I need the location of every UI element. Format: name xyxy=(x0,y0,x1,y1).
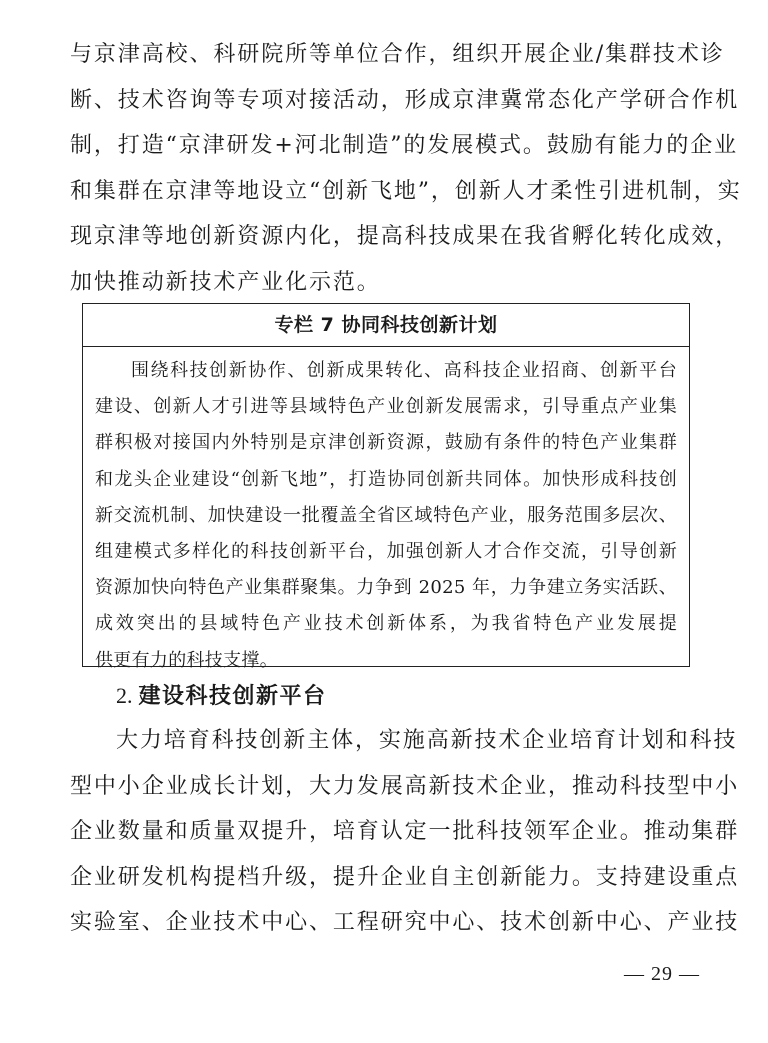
paragraph-collaboration xyxy=(70,32,742,306)
text-line: 企业研发机构提档升级，提升企业自主创新能力。支持建设重点 xyxy=(70,864,740,890)
box-text-line: 组建模式多样化的科技创新平台，加强创新人才合作交流，引导创新 xyxy=(95,540,677,562)
box-text-line: 建设、创新人才引进等县域特色产业创新发展需求，引导重点产业集 xyxy=(95,396,677,418)
box-text-line: 资源加快向特色产业集群聚集。力争到 2025 年，力争建立务实活跃、 xyxy=(95,577,677,599)
text-line: 实验室、企业技术中心、工程研究中心、技术创新中心、产业技 xyxy=(70,910,740,936)
paragraph-platform xyxy=(70,718,740,946)
page-number: — 29 — xyxy=(624,963,700,985)
text-line: 制，打造“京津研发+河北制造”的发展模式。鼓励有能力的企业 xyxy=(70,133,739,159)
text-line: 加快推动新技术产业化示范。 xyxy=(70,269,381,295)
text-line: 与京津高校、科研院所等单位合作，组织开展企业/集群技术诊 xyxy=(70,42,725,67)
text-line: 型中小企业成长计划，大力发展高新技术企业，推动科技型中小 xyxy=(70,773,740,799)
box-text-line: 供更有力的科技支撑。 xyxy=(95,649,278,671)
column-box xyxy=(82,303,690,671)
box-text-line: 围绕科技创新协作、创新成果转化、高科技企业招商、创新平台 xyxy=(131,360,677,381)
column-box-body xyxy=(83,347,689,679)
column-box-title: 专栏 7 协同科技创新计划 xyxy=(83,304,689,347)
section-number: 2. xyxy=(116,683,133,708)
text-line: 现京津等地创新资源内化，提高科技成果在我省孵化转化成效， xyxy=(70,224,740,250)
section-heading xyxy=(116,676,327,716)
text-line: 企业数量和质量双提升，培育认定一批科技领军企业。推动集群 xyxy=(70,819,740,845)
box-text-line: 和龙头企业建设“创新飞地”，打造协同创新共同体。加快形成科技创 xyxy=(95,468,677,490)
section-title: 建设科技创新平台 xyxy=(138,684,327,709)
text-line: 大力培育科技创新主体，实施高新技术企业培育计划和科技 xyxy=(116,728,738,753)
box-text-line: 成效突出的县域特色产业技术创新体系，为我省特色产业发展提 xyxy=(95,613,677,635)
box-text-line: 新交流机制、加快建设一批覆盖全省区域特色产业，服务范围多层次、 xyxy=(95,504,677,526)
text-line: 断、技术咨询等专项对接活动，形成京津冀常态化产学研合作机 xyxy=(70,87,740,113)
text-line: 和集群在京津等地设立“创新飞地”，创新人才柔性引进机制，实 xyxy=(70,178,742,204)
box-text-line: 群积极对接国内外特别是京津创新资源，鼓励有条件的特色产业集群 xyxy=(95,432,677,454)
